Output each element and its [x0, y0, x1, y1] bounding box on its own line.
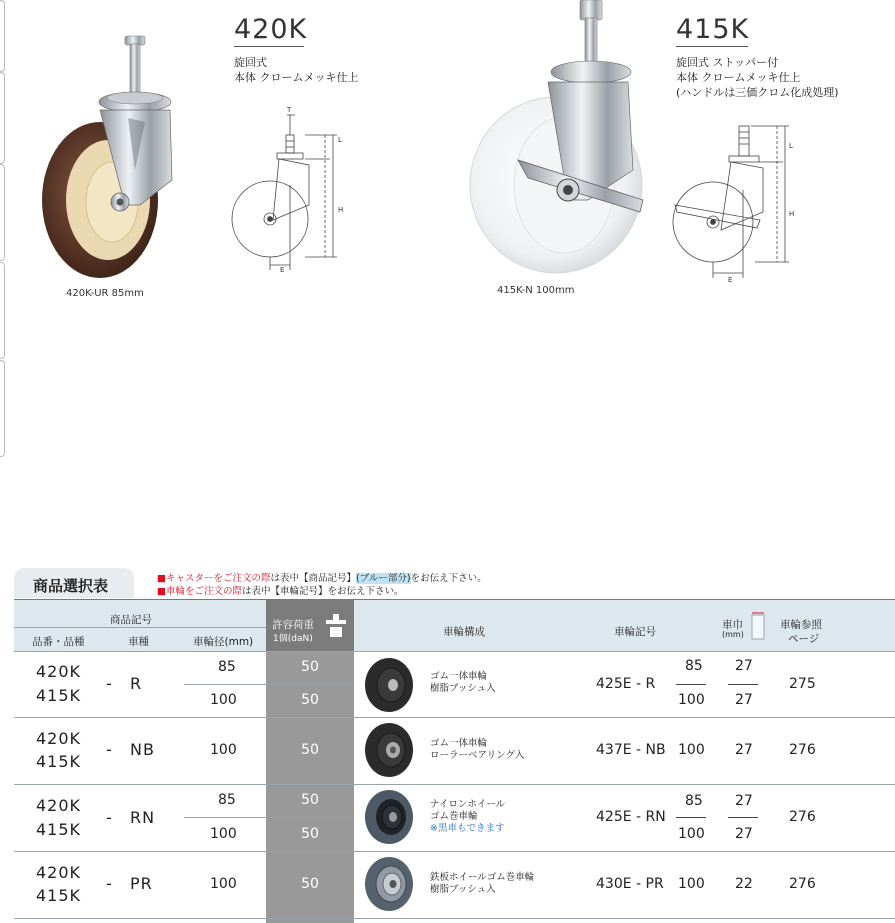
drawing-420k-label-t: T: [287, 106, 292, 114]
row-r-diameter-2: 100: [210, 692, 237, 708]
model-415k-desc-3: (ハンドルは三価クロム化成処理): [676, 86, 839, 99]
order-note-wheel: ■車輪をご注文の際は表中【車輪記号】をお伝え下さい。: [157, 586, 404, 597]
model-415k-title: 415K: [676, 14, 750, 45]
header-subdivider: [14, 627, 266, 628]
row-rn-width-2: 27: [735, 826, 753, 842]
caster-420k-drawing: [225, 105, 360, 280]
row-pr-dash: -: [106, 874, 112, 893]
wheel-image-425e-rn: [363, 788, 415, 846]
caster-420k-caption: 420K-UR 85mm: [66, 288, 144, 299]
row-pr-code-size: 100: [678, 876, 705, 892]
row-pr-diameter: 100: [210, 876, 237, 892]
drawing-420k-label-l: L: [338, 136, 342, 144]
caster-415k-caption: 415K-N 100mm: [497, 285, 575, 296]
row-separator: [14, 717, 895, 718]
model-420k-desc-2: 本体 クロームメッキ仕上: [234, 71, 359, 84]
row-rn-wheel-desc-note: ※黒車もできます: [430, 823, 505, 834]
table-top-border: [14, 599, 895, 600]
wheel-image-430e-pr: [363, 855, 415, 913]
row-r-load-1: 50: [301, 659, 319, 675]
row-separator: [14, 651, 895, 652]
row-r-width-divider: [728, 684, 758, 685]
wheel-width-icon: [749, 611, 767, 641]
left-edge-tab: [0, 72, 5, 164]
header-wheel-code: 車輪記号: [614, 626, 656, 638]
row-nb-page: 276: [789, 742, 816, 758]
row-rn-type: RN: [130, 808, 156, 827]
wheel-image-425e-r: [363, 656, 415, 714]
row-r-code-size-2: 100: [678, 692, 705, 708]
row-nb-model-1: 420K: [36, 729, 82, 748]
row-pr-model-1: 420K: [36, 863, 82, 882]
row-r-load-2: 50: [301, 692, 319, 708]
header-wheel-width-2: (mm): [722, 630, 744, 639]
drawing-420k-label-e: E: [280, 266, 285, 274]
row-rn-model-1: 420K: [36, 796, 82, 815]
row-r-wheel-desc-2: 樹脂ブッシュ入: [430, 683, 496, 694]
row-rn-diameter-1: 85: [218, 792, 236, 808]
row-nb-type: NB: [130, 740, 155, 759]
row-r-width-2: 27: [735, 692, 753, 708]
drawing-415k-label-l: L: [789, 142, 793, 150]
left-edge-tab: [0, 262, 5, 359]
left-edge-tab: [0, 360, 5, 457]
row-rn-load-2: 50: [301, 826, 319, 842]
row-pr-wheel-desc-2: 樹脂ブッシュ入: [430, 884, 496, 895]
row-r-type: R: [130, 674, 143, 693]
row-r-model-2: 415K: [36, 686, 82, 705]
order-note-caster: ■キャスターをご注文の際は表中【商品記号】(ブルー部分)をお伝え下さい。: [157, 573, 487, 584]
row-rn-wheel-desc-2: ゴム巻車輪: [430, 811, 478, 822]
row-nb-dash: -: [106, 740, 112, 759]
row-rn-width-divider: [728, 817, 758, 818]
model-415k-underline: [676, 46, 748, 47]
row-rn-diameter-divider: [184, 817, 354, 818]
drawing-415k-label-e: E: [728, 276, 733, 284]
row-nb-model-2: 415K: [36, 752, 82, 771]
drawing-420k-label-h: H: [338, 206, 344, 214]
caster-415k-drawing: [665, 110, 800, 290]
row-pr-type: PR: [130, 874, 153, 893]
row-rn-code-size-1: 85: [685, 793, 703, 809]
row-separator: [14, 851, 895, 852]
row-nb-width: 27: [735, 742, 753, 758]
header-wheel-type: 車種: [128, 636, 149, 648]
row-rn-page: 276: [789, 809, 816, 825]
header-wheel-config: 車輪構成: [443, 626, 485, 638]
row-rn-wheel-desc-1: ナイロンホイール: [430, 799, 506, 810]
row-separator: [14, 918, 895, 919]
model-415k-desc-1: 旋回式 ストッパー付: [676, 56, 779, 69]
row-pr-model-2: 415K: [36, 886, 82, 905]
row-nb-code-size: 100: [678, 742, 705, 758]
model-420k-underline: [234, 46, 304, 47]
row-rn-dash: -: [106, 808, 112, 827]
row-pr-load: 50: [301, 876, 319, 892]
model-420k-title: 420K: [234, 14, 308, 45]
wheel-image-437e-nb: [363, 721, 415, 779]
row-nb-wheel-desc-2: ローラーベアリング入: [430, 750, 525, 761]
row-r-model-1: 420K: [36, 662, 82, 681]
row-rn-code-size-2: 100: [678, 826, 705, 842]
model-415k-desc-2: 本体 クロームメッキ仕上: [676, 71, 801, 84]
header-load-2: 1個(daN): [273, 634, 313, 644]
header-ref-page-2: ページ: [788, 633, 820, 645]
row-r-wheel-desc-1: ゴム一体車輪: [430, 671, 488, 682]
row-r-wheel-code: 425E - R: [596, 676, 656, 692]
left-edge-tab: [0, 164, 5, 261]
header-model-type: 品番・品種: [32, 636, 85, 648]
row-r-page: 275: [789, 676, 816, 692]
row-separator: [14, 784, 895, 785]
row-rn-load-1: 50: [301, 792, 319, 808]
header-wheel-width-1: 車巾: [722, 619, 743, 631]
row-r-diameter-1: 85: [218, 659, 236, 675]
row-nb-wheel-desc-1: ゴム一体車輪: [430, 738, 488, 749]
row-rn-wheel-code: 425E - RN: [596, 809, 666, 825]
row-nb-load: 50: [301, 742, 319, 758]
row-rn-diameter-2: 100: [210, 826, 237, 842]
header-ref-page-1: 車輪参照: [780, 619, 822, 631]
left-edge-tab: [0, 0, 5, 72]
header-wheel-diameter: 車輪径(mm): [193, 636, 254, 648]
row-nb-wheel-code: 437E - NB: [596, 742, 666, 758]
row-r-diameter-divider: [184, 684, 354, 685]
caster-415k-photo: [468, 0, 648, 275]
selection-table-title: 商品選択表: [33, 577, 109, 595]
row-rn-width-1: 27: [735, 793, 753, 809]
row-r-code-size-1: 85: [685, 658, 703, 674]
model-420k-desc-1: 旋回式: [234, 56, 267, 69]
row-pr-wheel-code: 430E - PR: [596, 876, 664, 892]
row-pr-page: 276: [789, 876, 816, 892]
header-product-code: 商品記号: [110, 614, 152, 626]
row-r-size-divider: [676, 684, 706, 685]
row-rn-model-2: 415K: [36, 820, 82, 839]
header-load-1: 許容荷重: [272, 619, 314, 631]
row-pr-wheel-desc-1: 鉄板ホイールゴム巻車輪: [430, 872, 535, 883]
load-weight-icon: [325, 613, 347, 639]
drawing-415k-label-h: H: [789, 210, 795, 218]
caster-420k-photo: [30, 30, 190, 280]
row-r-width-1: 27: [735, 658, 753, 674]
row-pr-width: 22: [735, 876, 753, 892]
row-r-dash: -: [106, 674, 112, 693]
row-nb-diameter: 100: [210, 742, 237, 758]
row-rn-size-divider: [676, 817, 706, 818]
